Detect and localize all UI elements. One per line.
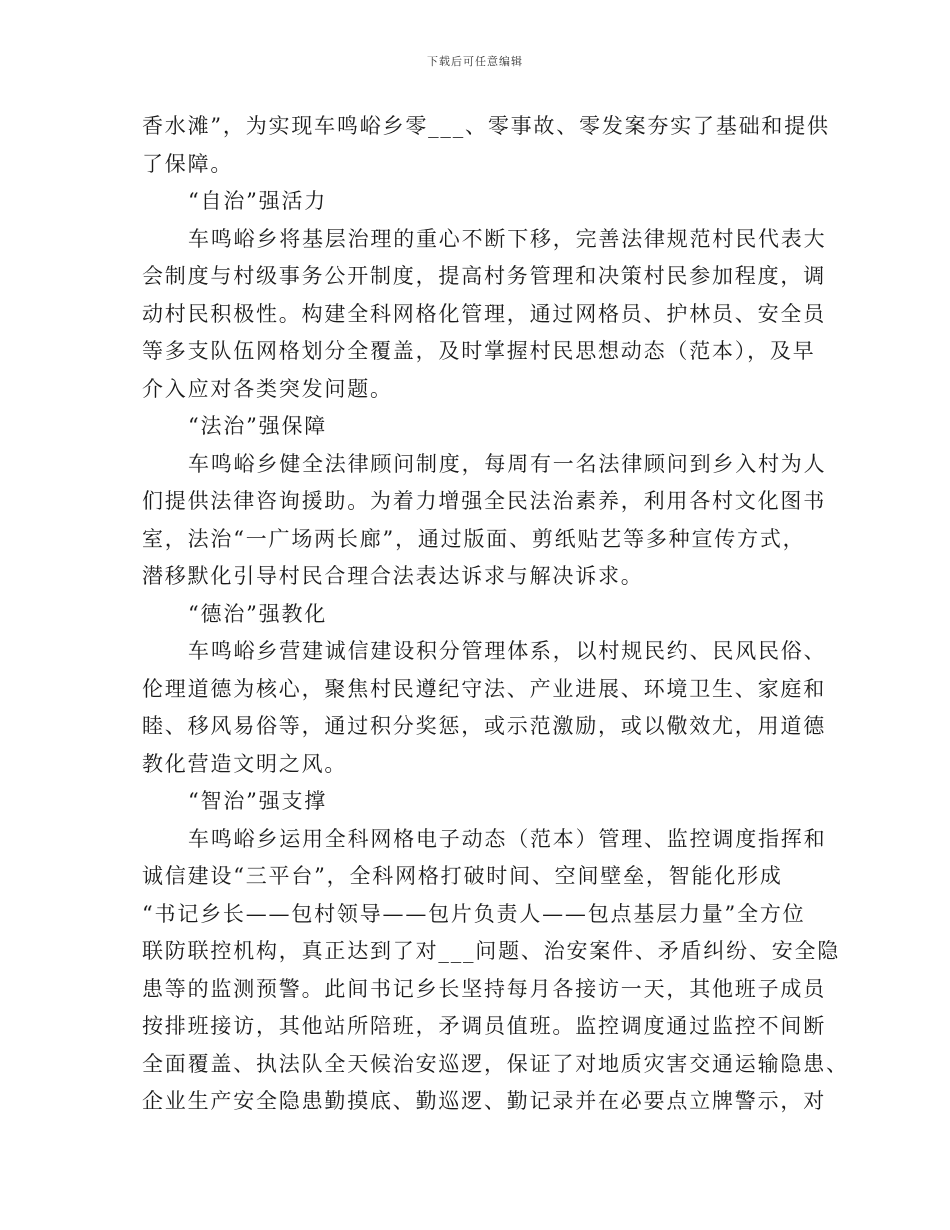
text-line: 企业生产安全隐患勤摸底、勤巡逻、勤记录并在必要点立牌警示，对 bbox=[142, 1089, 826, 1113]
text-line: 等多支队伍网格划分全覆盖，及时掌握村民思想动态（范本），及早 bbox=[142, 339, 816, 363]
text-line: “德治”强教化 bbox=[188, 601, 328, 626]
text-line: 香水滩”，为实现车鸣峪乡零___、零事故、零发案夯实了基础和提供 bbox=[142, 114, 830, 138]
text-line: 车鸣峪乡健全法律顾问制度，每周有一名法律顾问到乡入村为人 bbox=[188, 451, 827, 476]
text-line: 全面覆盖、执法队全天候治安巡逻，保证了对地质灾害交通运输隐患、 bbox=[142, 1051, 849, 1076]
text-line: 室，法治“一广场两长廊”，通过版面、剪纸贴艺等多种宣传方式， bbox=[142, 526, 806, 551]
text-line: 联防联控机构，真正达到了对___问题、治安案件、矛盾纠纷、安全隐 bbox=[142, 939, 841, 963]
text-line: “法治”强保障 bbox=[188, 414, 328, 438]
text-line: 教化营造文明之风。 bbox=[142, 751, 348, 776]
text-line: “自治”强活力 bbox=[188, 189, 328, 213]
text-line: 车鸣峪乡营建诚信建设积分管理体系，以村规民约、民风民俗、 bbox=[188, 639, 827, 663]
text-line: 们提供法律咨询援助。为着力增强全民法治素养，利用各村文化图书 bbox=[142, 489, 826, 513]
text-line: 了保障。 bbox=[142, 151, 234, 176]
text-line: 睦、移风易俗等，通过积分奖惩，或示范激励，或以儆效尤，用道德 bbox=[142, 714, 826, 738]
document-body bbox=[142, 108, 849, 1121]
text-line: “智治”强支撑 bbox=[188, 789, 328, 813]
text-line: 伦理道德为核心，聚焦村民遵纪守法、产业进展、环境卫生、家庭和 bbox=[142, 676, 826, 701]
text-line: 车鸣峪乡运用全科网格电子动态（范本）管理、监控调度指挥和 bbox=[188, 826, 827, 851]
text-line: 按排班接访，其他站所陪班，矛调员值班。监控调度通过监控不间断 bbox=[142, 1014, 826, 1038]
page-header: 下载后可任意编辑 bbox=[427, 55, 523, 68]
text-line: “书记乡长——包村领导——包片负责人——包点基层力量”全方位 bbox=[142, 901, 806, 926]
text-line: 介入应对各类突发问题。 bbox=[142, 376, 393, 401]
text-line: 车鸣峪乡将基层治理的重心不断下移，完善法律规范村民代表大 bbox=[188, 226, 827, 251]
text-line: 动村民积极性。构建全科网格化管理，通过网格员、护林员、安全员 bbox=[142, 301, 826, 326]
text-line: 诚信建设“三平台”，全科网格打破时间、空间壁垒，智能化形成 bbox=[142, 864, 783, 888]
text-line: 患等的监测预警。此间书记乡长坚持每月各接访一天，其他班子成员 bbox=[142, 976, 826, 1001]
text-line: 潜移默化引导村民合理合法表达诉求与解决诉求。 bbox=[142, 564, 644, 588]
text-line: 会制度与村级事务公开制度，提高村务管理和决策村民参加程度，调 bbox=[142, 264, 826, 288]
